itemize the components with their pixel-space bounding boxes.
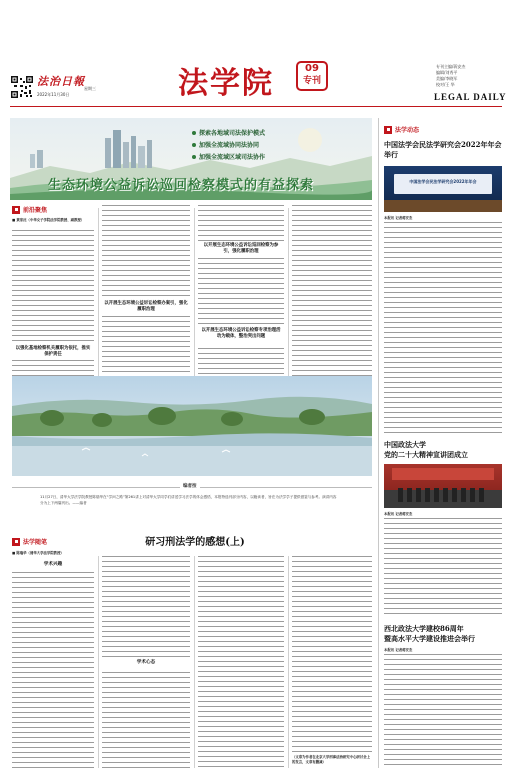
page-title: 法学院 [178, 66, 274, 101]
essay-text-block [12, 572, 94, 768]
left-byline: ■ 黄家沈（中华女子学院法学院教授、副教授） [12, 218, 85, 222]
chief-editor: 专刊主编/蒋安杰 [436, 64, 466, 69]
mid2-subhead: 以开展生态环境公益诉讼检察专项治理活动为载体，整治突出问题 [201, 328, 281, 339]
banner-headline: 生态环境公益诉讼巡回检察模式的有益探索 [48, 178, 315, 193]
qr-code-icon [11, 76, 33, 98]
essay-title: 研习刑法学的感想(上) [145, 537, 245, 548]
issue-date: 2022年11月30日 [37, 92, 70, 97]
story2-text [384, 518, 502, 618]
banner-bullet: 探索各地域司法保护模式 [192, 128, 265, 137]
story3-title-line1: 西北政法大学建校86周年 [384, 624, 464, 633]
story2-title-line1: 中国政法大学 [384, 440, 426, 449]
story1-photo [384, 166, 502, 212]
editor-note-text: 11月27日，清华大学法学院教授陈瑞华在“学问之路”第261讲上对清华大学同学们讲述学习法学的体会感悟，本报特选刊部分内容，以飨读者，旨在为法学学子提供借鉴与参考。演讲内容分为上下两篇刊出。——编者 [40, 495, 337, 505]
essay-caption: （文章为作者在北京大学刑事法治研究中心研讨会上的发言，文章有删减） [292, 755, 370, 764]
story2-title-line2: 党的二十大精神宣讲团成立 [384, 450, 468, 459]
left-text-block [12, 230, 94, 286]
masthead [0, 0, 510, 108]
section-front: 前沿聚焦 [12, 204, 47, 215]
mid-text-block [102, 205, 190, 299]
mid-subhead: 以开展生态环境公益诉讼检察办案引，强化履职治理 [104, 301, 188, 312]
editor-note-label: 编者按 [180, 483, 200, 489]
english-name: LEGAL DAILY [434, 92, 507, 102]
story3-title-line2: 暨高水平大学建设推进会举行 [384, 634, 475, 643]
lakeside-photo [12, 376, 372, 476]
issue-suffix: 专刊 [302, 76, 321, 86]
story3-byline: 本报讯 记者蒋安杰 [384, 648, 413, 652]
essay-text-block [102, 556, 190, 658]
art-editor: 美编/李晓军 [436, 76, 458, 81]
story2-title [384, 440, 502, 460]
paper-name: 法治日報 [37, 75, 85, 88]
section-news: 法学动态 [384, 124, 419, 135]
story3-title [384, 624, 502, 644]
story1-byline: 本报讯 记者蒋安杰 [384, 216, 413, 220]
banner [10, 118, 372, 200]
essay-byline: ■ 陈瑞华（清华大学法学院教授） [12, 551, 64, 555]
story2-photo [384, 464, 502, 508]
essay-text-block [102, 672, 190, 768]
issue-number: 09 [305, 63, 319, 74]
issue-badge [296, 61, 328, 91]
masthead-rule [10, 106, 502, 107]
essay-sub-interest: 学术兴趣 [43, 562, 63, 567]
story1-photo-banner: 中国法学会民法学研究会2022年年会 [409, 179, 477, 184]
section-notes: 法学随笔 [12, 536, 47, 547]
story2-byline: 本报讯 记者蒋安杰 [384, 512, 413, 516]
banner-bullet: 加强全流域区域司法协作 [192, 152, 265, 161]
essay-sub-mindset: 学术心态 [136, 660, 156, 665]
left-subhead: 以强化基地检察机关履职为依托，推实保护责任 [15, 346, 91, 357]
essay-text-block [292, 556, 372, 752]
story1-text [384, 222, 502, 436]
story1-title: 中国法学会民法学研究会2022年年会举行 [384, 140, 502, 159]
banner-bullet: 加强全流域协同法协同 [192, 140, 265, 149]
proof-editor: 校对/王 华 [436, 82, 455, 87]
story3-text [384, 654, 502, 766]
left-text-block [12, 290, 94, 344]
mid2-text-block [198, 258, 284, 326]
essay-text-block [198, 556, 284, 768]
page-weekday: 星期三 [84, 86, 96, 91]
duty-editor: 编辑/刘秀平 [436, 70, 458, 75]
mid2-subhead: 以开展生态环境公益诉讼巡回检察为参引，强化履职治理 [203, 243, 279, 254]
mid2-text-block [198, 205, 284, 241]
